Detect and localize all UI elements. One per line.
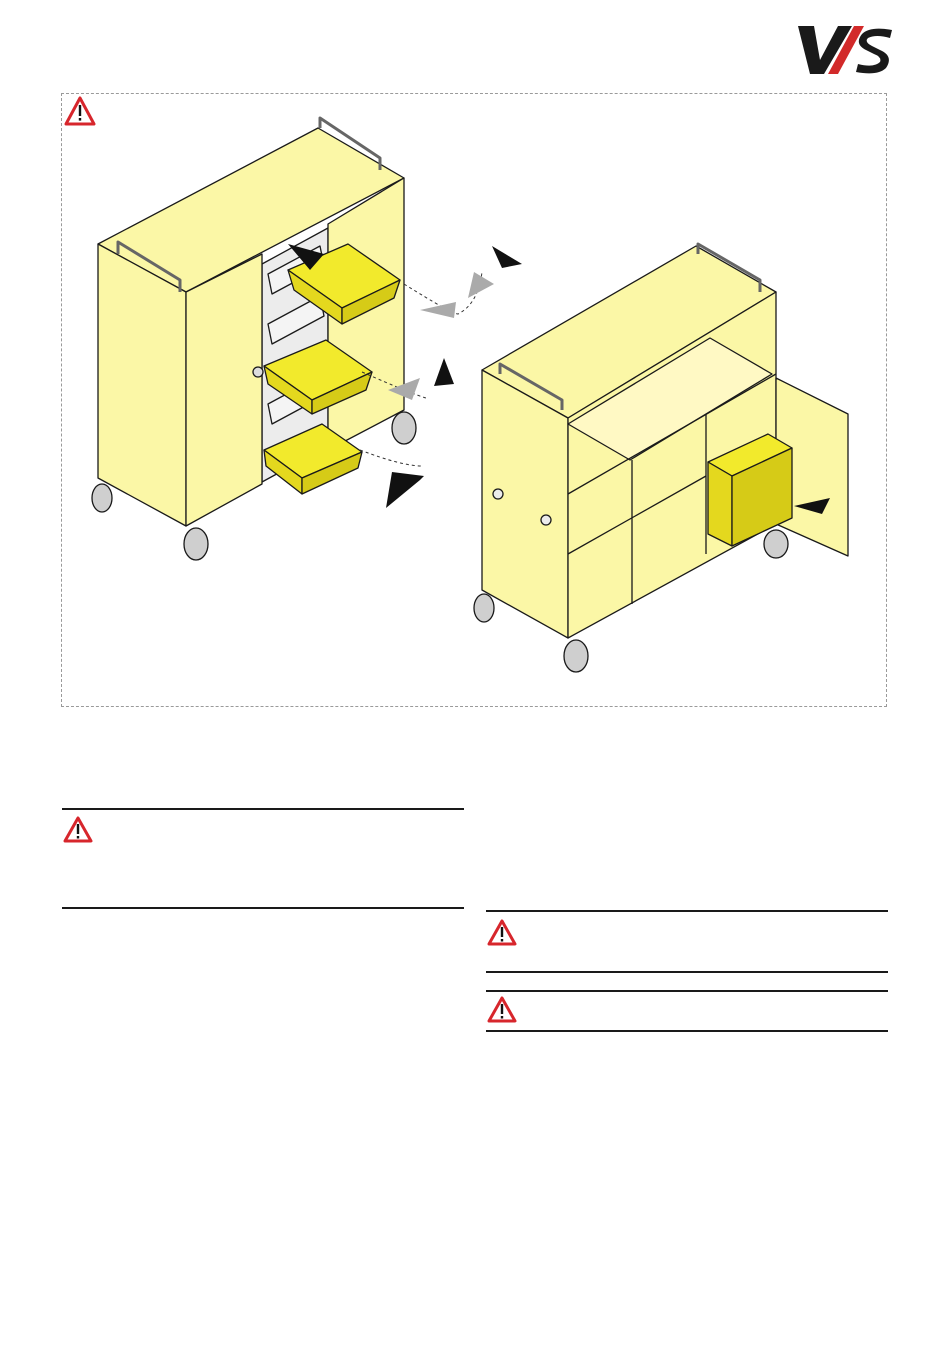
notice-3-top-rule bbox=[486, 990, 888, 992]
warning-triangle-icon bbox=[487, 995, 517, 1023]
notice-1-top-rule bbox=[62, 808, 464, 810]
illustration-frame bbox=[61, 93, 887, 707]
warning-triangle-icon bbox=[63, 815, 93, 843]
notice-2-top-rule bbox=[486, 910, 888, 912]
notice-1-bottom-rule bbox=[62, 907, 464, 909]
notice-3-bottom-rule bbox=[486, 1030, 888, 1032]
left-cabinet bbox=[92, 118, 416, 560]
notice-2-bottom-rule bbox=[486, 971, 888, 973]
cabinet-illustration bbox=[62, 94, 888, 708]
warning-triangle-icon bbox=[487, 918, 517, 946]
vs-logo bbox=[794, 24, 896, 76]
right-cabinet bbox=[474, 244, 848, 672]
warning-triangle-icon bbox=[66, 98, 94, 124]
